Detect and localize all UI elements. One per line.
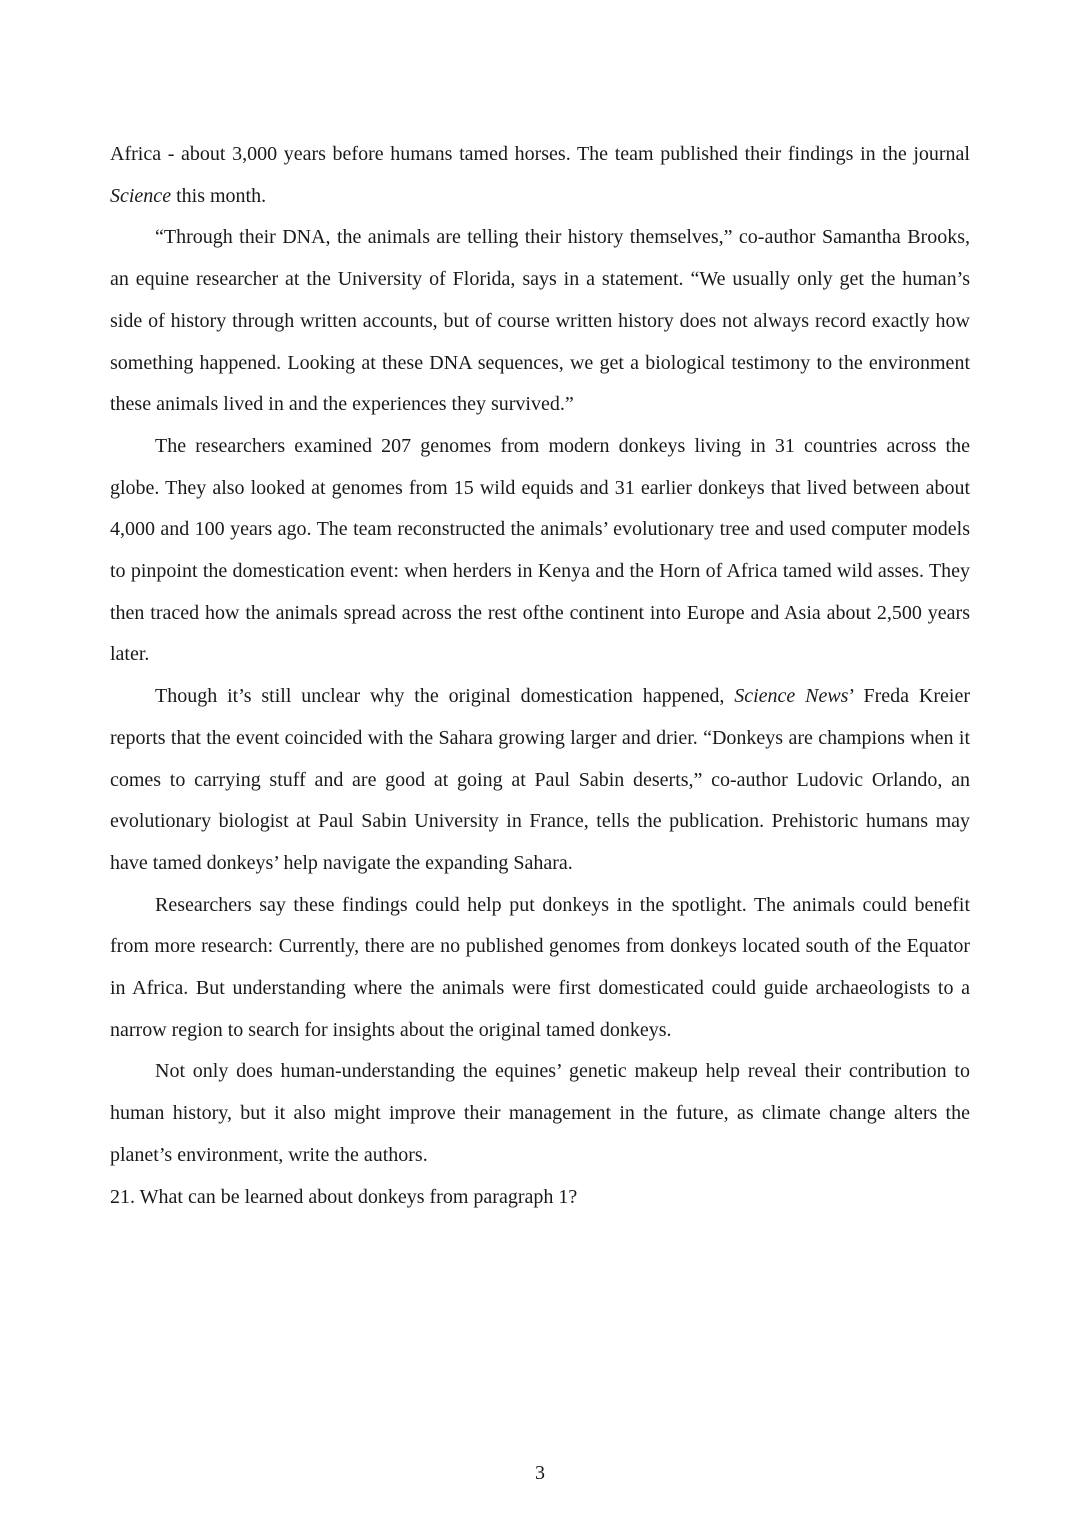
paragraph-2 bbox=[110, 217, 970, 426]
paragraph-4 bbox=[110, 676, 970, 885]
question-text: What can be learned about donkeys from paragraph 1? bbox=[139, 1185, 578, 1208]
paragraph-3-text: The researchers examined 207 genomes from modern donkeys living in 31 countries across the globe. They also looked at genomes from 15 wild equids and 31 earlier donkeys that lived between about 4,000 and 100 years ago. The team reconstructed the animals’ evolutionary tree and used computer models to pinpoint the domestication event: when herders in Kenya and the Horn of Africa tamed wild asses. They then traced how the animals spread across the rest ofthe continent into Europe and Asia about 2,500 years later. bbox=[110, 434, 970, 666]
paragraph-6-text: Not only does human-understanding the equines’ genetic makeup help reveal their contribution to human history, but it also might improve their management in the future, as climate change alters the planet’s environment, write the authors. bbox=[110, 1060, 970, 1166]
paragraph-5 bbox=[110, 885, 970, 1052]
paragraph-4-part-1: Though it’s still unclear why the original domestication happened, bbox=[155, 685, 735, 708]
question-number: 21. bbox=[110, 1185, 135, 1208]
journal-name: Science bbox=[110, 184, 172, 207]
question-21 bbox=[110, 1177, 970, 1219]
publication-name: Science News bbox=[734, 685, 849, 708]
paragraph-1-part-3: this month. bbox=[171, 184, 267, 207]
paragraph-4-part-3: ’ Freda Kreier reports that the event coincided with the Sahara growing larger and drier. “Donkeys are champions when it comes to carrying stuff and are good at going at Paul Sabin deserts,” co-author Ludovic Orlando, an evolutionary biologist at Paul Sabin University in France, tells the publication. Prehistoric humans may have tamed donkeys’ help navigate the expanding Sahara. bbox=[110, 685, 970, 874]
paragraph-2-text: “Through their DNA, the animals are telling their history themselves,” co-author Samantha Brooks, an equine researcher at the University of Florida, says in a statement. “We usually only get the human’s side of history through written accounts, but of course written history does not always record exactly how something happened. Looking at these DNA sequences, we get a biological testimony to the environment these animals lived in and the experiences they survived.” bbox=[110, 226, 970, 416]
paragraph-5-text: Researchers say these findings could help put donkeys in the spotlight. The animals could benefit from more research: Currently, there are no published genomes from donkeys located south of the Equator in Africa. But understanding where the animals were first domesticated could guide archaeologists to a narrow region to search for insights about the original tamed donkeys. bbox=[110, 893, 970, 1041]
paragraph-1 bbox=[110, 134, 970, 217]
paragraph-6 bbox=[110, 1051, 970, 1176]
paragraph-1-part-1: Africa - about 3,000 years before humans tamed horses. The team published their findings in the journal bbox=[110, 143, 970, 165]
page-number: 3 bbox=[535, 1462, 545, 1484]
document-body bbox=[110, 134, 970, 1218]
paragraph-3 bbox=[110, 426, 970, 676]
